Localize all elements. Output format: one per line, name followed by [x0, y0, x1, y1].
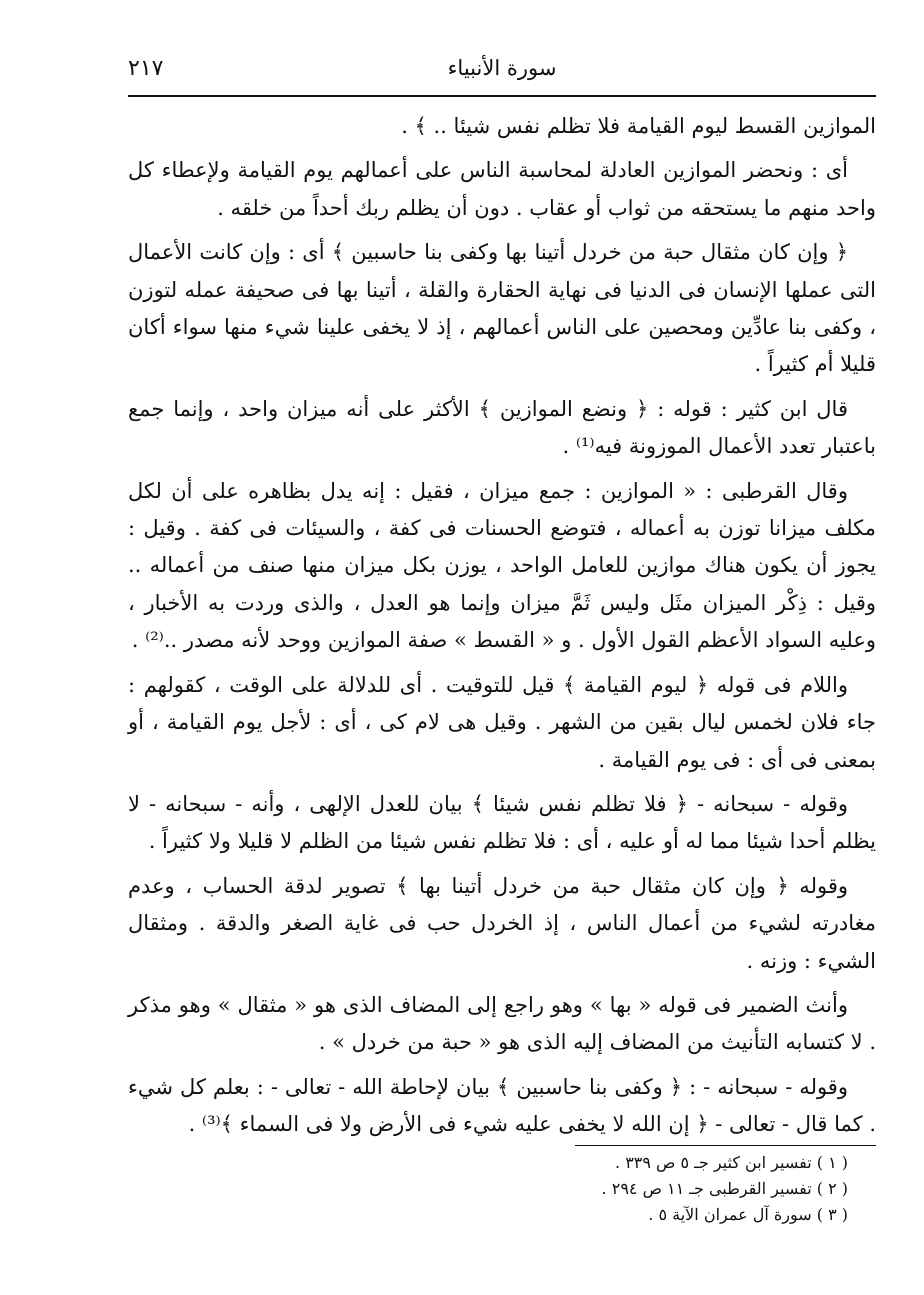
footnotes [128, 1150, 848, 1228]
paragraph: وقوله ﴿ وإن كان مثقال حبة من خردل أتينا بها ﴾ تصوير لدقة الحساب ، وعدم مغادرته لشيء من أعمال الناس ، إذ الخردل حب فى غاية الصغر والدقة . ومثقال الشيء : وزنه . [128, 873, 876, 973]
paragraph: ﴿ وإن كان مثقال حبة من خردل أتينا بها وكفى بنا حاسبين ﴾ أى : وإن كانت الأعمال التى عملها الإنسان فى الدنيا فى نهاية الحقارة والقلة ، أتينا بها فى صحيفة عمله لتوزن ، وكفى بنا عادِّين ومحصين على الناس أعمالهم ، إذ لا يخفى علينا شيء منها سواء أكان قليلا أم كثيراً . [128, 240, 876, 377]
paragraph: قال ابن كثير : قوله : ﴿ ونضع الموازين ﴾ الأكثر على أنه ميزان واحد ، وإنما جمع باعتبار تعدد الأعمال الموزونة فيه⁽¹⁾ . [128, 396, 876, 459]
page-header [128, 52, 876, 92]
paragraph: وقال القرطبى : « الموازين : جمع ميزان ، فقيل : إنه يدل بظاهره على أن لكل مكلف ميزانا توزن به أعماله ، فتوضع الحسنات فى كفة ، والسيئات فى كفة . وقيل : يجوز أن يكون هناك موازين للعامل الواحد ، يوزن بكل ميزان منها صنف من أعماله .. وقيل : ذِكْر الميزان مثَل وليس ثَمَّ ميزان وإنما هو العدل ، والذى وردت به الأخبار ، وعليه السواد الأعظم القول الأول . و « القسط » صفة الموازين ووحد لأنه مصدر ..⁽²⁾ . [128, 478, 876, 653]
paragraph: أى : ونحضر الموازين العادلة لمحاسبة الناس على أعمالهم يوم القيامة ولإعطاء كل واحد منهم ما يستحقه من ثواب أو عقاب . دون أن يظلم ربك أحداً من خلقه . [128, 158, 876, 220]
footnote: ( ٢ ) تفسير القرطبى جـ ١١ ص ٢٩٤ . [601, 1179, 848, 1198]
paragraph: واللام فى قوله ﴿ ليوم القيامة ﴾ قيل للتوقيت . أى للدلالة على الوقت ، كقولهم : جاء فلان لخمس ليال بقين من الشهر . وقيل هى لام كى ، أى : لأجل يوم القيامة ، أو بمعنى فى أى : فى يوم القيامة . [128, 672, 876, 772]
paragraph: وقوله - سبحانه - : ﴿ وكفى بنا حاسبين ﴾ بيان لإحاطة الله - تعالى - : بعلم كل شيء . كما قال - تعالى - ﴿ إن الله لا يخفى عليه شيء فى الأرض ولا فى السماء ﴾⁽³⁾ . [128, 1074, 876, 1137]
paragraph: وأنث الضمير فى قوله « بها » وهو راجع إلى المضاف الذى هو « مثقال » وهو مذكر . لا كتسابه التأنيث من المضاف إليه الذى هو « حبة من خردل » . [128, 992, 876, 1055]
footnote: ( ٣ ) سورة آل عمران الآية ٥ . [648, 1205, 848, 1224]
body-text [128, 108, 876, 1151]
footnote: ( ١ ) تفسير ابن كثير جـ ٥ ص ٣٣٩ . [615, 1153, 848, 1172]
header-rule [128, 95, 876, 97]
footnote-rule [575, 1145, 876, 1146]
page-number: ٢١٧ [128, 56, 164, 81]
paragraph: الموازين القسط ليوم القيامة فلا تظلم نفس شيئا .. ﴾ . [401, 114, 876, 138]
paragraph: وقوله - سبحانه - ﴿ فلا تظلم نفس شيئا ﴾ بيان للعدل الإلهى ، وأنه - سبحانه - لا يظلم أحدا شيئا مما له أو عليه ، أى : فلا تظلم نفس شيئا من الظلم لا قليلا ولا كثيراً . [128, 791, 876, 854]
surah-title: سورة الأنبياء [447, 56, 557, 80]
